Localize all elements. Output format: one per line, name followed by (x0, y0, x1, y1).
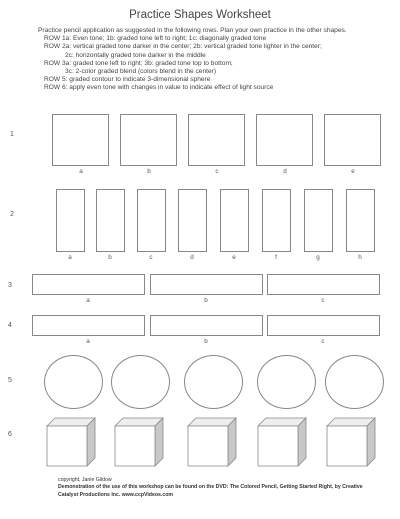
practice-rect-2g (304, 189, 333, 252)
row-number-5: 5 (8, 377, 12, 384)
footer-dvd-line: Demonstration of the use of this workshop can be found on the DVD: The Colored Pencil, Getting Started Right, by Creative (58, 484, 363, 491)
label-2b: b (108, 254, 112, 261)
practice-cube-6e (327, 418, 375, 466)
practice-cube-6b (115, 418, 163, 466)
instructions-row2: ROW 2a: vertical graded tone darker in the center; 2b: vertical graded tone lighter in the center; (44, 43, 322, 51)
practice-circle-5b (111, 355, 170, 409)
practice-square-1d (256, 114, 313, 166)
practice-rect-2c (137, 189, 166, 252)
instructions-row2c: 2c: horizontally graded tone darker in the middle (65, 51, 206, 59)
practice-cube-6c (188, 418, 236, 466)
label-4b: b (204, 338, 208, 345)
practice-circle-5a (44, 355, 103, 409)
label-3c: c (321, 297, 325, 304)
label-2f: f (275, 254, 277, 261)
practice-square-1b (120, 114, 177, 166)
practice-bar-4c (267, 315, 380, 336)
row-number-2: 2 (10, 211, 14, 218)
practice-rect-2e (220, 189, 249, 252)
instructions-row6: ROW 6: apply even tone with changes in value to indicate effect of light source (44, 84, 274, 92)
practice-rect-2f (262, 189, 291, 252)
practice-rect-2d (178, 189, 207, 252)
label-2d: d (190, 254, 194, 261)
footer (58, 477, 363, 499)
practice-bar-4b (150, 315, 263, 336)
row-number-4: 4 (8, 322, 12, 329)
practice-square-1e (324, 114, 381, 166)
practice-bar-4a (32, 315, 145, 336)
label-1e: e (351, 168, 355, 175)
practice-bar-3b (150, 274, 263, 295)
instructions (38, 27, 347, 93)
practice-circle-5c (184, 355, 243, 409)
practice-cube-6a (47, 418, 95, 466)
row-number-6: 6 (8, 431, 12, 438)
page-title: Practice Shapes Worksheet (129, 9, 271, 21)
label-2g: g (316, 254, 320, 261)
label-2c: c (149, 254, 153, 261)
instructions-row1: ROW 1a: Even tone; 1b: graded tone left to right; 1c: diagonally graded tone (44, 35, 267, 43)
label-4a: a (86, 338, 90, 345)
practice-circle-5e (325, 355, 384, 409)
label-2a: a (68, 254, 72, 261)
practice-square-1c (188, 114, 245, 166)
label-1d: d (283, 168, 287, 175)
label-1a: a (79, 168, 83, 175)
practice-cube-6d (258, 418, 306, 466)
practice-rect-2h (346, 189, 375, 252)
footer-website-line: Catalyst Productions Inc. www.ccpVideos.com (58, 491, 174, 498)
label-1b: b (147, 168, 151, 175)
practice-cubes-row (0, 414, 400, 468)
instructions-row5: ROW 5: graded contour to indicate 3-dimensional sphere (44, 76, 211, 84)
label-3b: b (204, 297, 208, 304)
label-2h: h (358, 254, 362, 261)
instructions-intro: Practice pencil application as suggested in the following rows. Plan your own practice in the other shapes. (38, 27, 347, 34)
label-4c: c (321, 338, 325, 345)
practice-circle-5d (257, 355, 316, 409)
practice-rect-2b (96, 189, 125, 252)
label-1c: c (215, 168, 219, 175)
instructions-row3: ROW 3a: graded tone left to right; 3b: graded tone top to bottom; (44, 59, 233, 67)
practice-square-1a (52, 114, 109, 166)
practice-rect-2a (56, 189, 85, 252)
practice-bar-3c (267, 274, 380, 295)
copyright-text: copyright, Janie Gildow (58, 477, 112, 483)
practice-bar-3a (32, 274, 145, 295)
instructions-row3c: 3c: 2-color graded blend (colors blend in the center) (65, 68, 217, 76)
row-number-3: 3 (8, 282, 12, 289)
label-3a: a (86, 297, 90, 304)
row-number-1: 1 (10, 131, 14, 138)
label-2e: e (232, 254, 236, 261)
